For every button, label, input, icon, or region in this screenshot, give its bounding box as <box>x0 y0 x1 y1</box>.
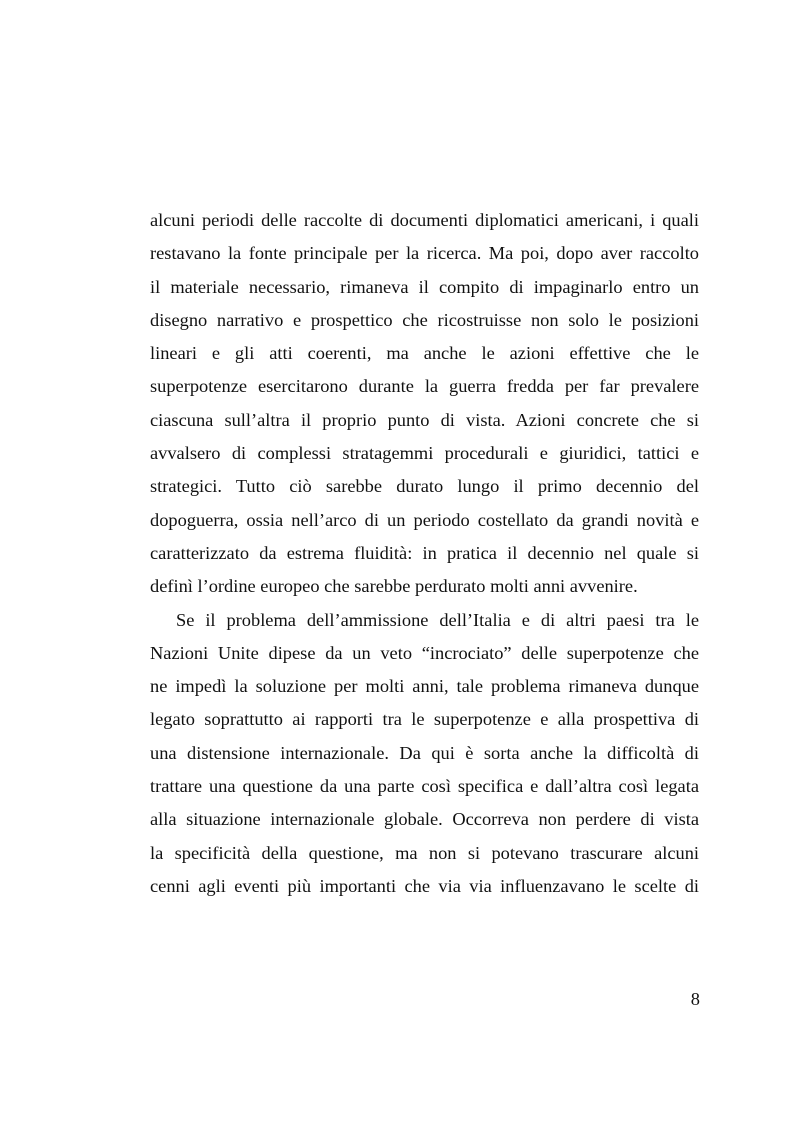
text-line: alla situazione internazionale globale. Occorreva non perdere di vista <box>150 809 699 830</box>
text-line: superpotenze esercitarono durante la guerra fredda per far prevalere <box>150 376 699 397</box>
text-line: cenni agli eventi più importanti che via via influenzavano le scelte di <box>150 875 699 896</box>
text-line: avvalsero di complessi stratagemmi procedurali e giuridici, tattici e <box>150 443 699 464</box>
text-line: dopoguerra, ossia nell’arco di un periodo costellato da grandi novità e <box>150 509 699 530</box>
text-line: Nazioni Unite dipese da un veto “incrociato” delle superpotenze che <box>150 642 699 663</box>
text-line: il materiale necessario, rimaneva il compito di impaginarlo entro un <box>150 276 699 297</box>
text-line: la specificità della questione, ma non si potevano trascurare alcuni <box>150 842 699 863</box>
text-line: lineari e gli atti coerenti, ma anche le azioni effettive che le <box>150 343 699 364</box>
page-number: 8 <box>690 989 700 1009</box>
document-body <box>150 204 699 903</box>
text-line: definì l’ordine europeo che sarebbe perdurato molti anni avvenire. <box>150 576 638 597</box>
paragraph-2 <box>150 604 699 904</box>
text-line: caratterizzato da estrema fluidità: in pratica il decennio nel quale si <box>150 542 699 563</box>
text-line: Se il problema dell’ammissione dell’Italia e di altri paesi tra le <box>176 609 699 630</box>
paragraph-1 <box>150 204 699 604</box>
text-line: ne impedì la soluzione per molti anni, tale problema rimaneva dunque <box>150 676 699 697</box>
text-line: legato soprattutto ai rapporti tra le superpotenze e alla prospettiva di <box>150 709 699 730</box>
text-line: trattare una questione da una parte così specifica e dall’altra così legata <box>150 776 699 797</box>
text-line: una distensione internazionale. Da qui è sorta anche la difficoltà di <box>150 742 699 763</box>
text-line: restavano la fonte principale per la ricerca. Ma poi, dopo aver raccolto <box>150 243 699 264</box>
text-line: ciascuna sull’altra il proprio punto di vista. Azioni concrete che si <box>150 409 699 430</box>
text-line: strategici. Tutto ciò sarebbe durato lungo il primo decennio del <box>150 476 699 497</box>
text-line: alcuni periodi delle raccolte di documenti diplomatici americani, i quali <box>150 210 699 230</box>
text-line: disegno narrativo e prospettico che ricostruisse non solo le posizioni <box>150 309 699 330</box>
